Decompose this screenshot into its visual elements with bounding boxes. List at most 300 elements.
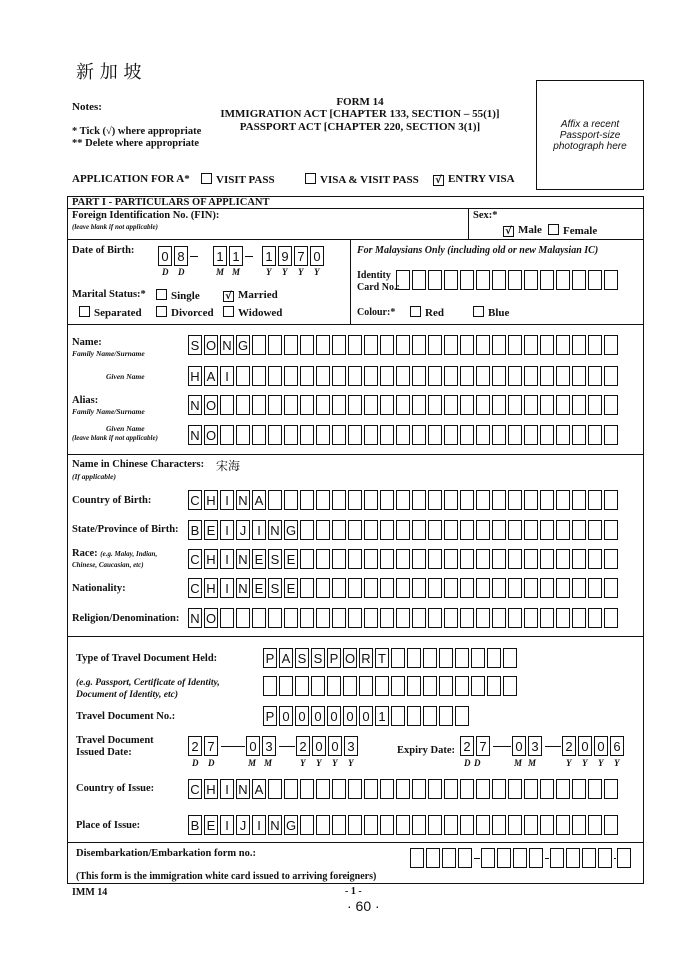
char-cell[interactable]: [332, 335, 346, 355]
checkbox[interactable]: [223, 306, 234, 317]
char-cell[interactable]: [364, 815, 378, 835]
char-cell[interactable]: [556, 490, 570, 510]
char-cell[interactable]: S: [295, 648, 309, 668]
char-cell[interactable]: [476, 578, 490, 598]
char-cell[interactable]: [572, 779, 586, 799]
char-cell[interactable]: [348, 779, 362, 799]
char-cell[interactable]: [300, 779, 314, 799]
char-cell[interactable]: [364, 520, 378, 540]
char-cell[interactable]: A: [279, 648, 293, 668]
char-cell[interactable]: 0: [343, 706, 357, 726]
char-cell[interactable]: [508, 608, 522, 628]
ic-cell[interactable]: [556, 270, 570, 290]
char-cell[interactable]: [487, 676, 501, 696]
char-cell[interactable]: [524, 779, 538, 799]
char-cell[interactable]: [460, 608, 474, 628]
char-cell[interactable]: [439, 676, 453, 696]
char-cell[interactable]: [572, 608, 586, 628]
doc-type-input[interactable]: [263, 648, 519, 668]
marital-divorced[interactable]: [156, 306, 214, 319]
char-cell[interactable]: [428, 815, 442, 835]
char-cell[interactable]: [407, 676, 421, 696]
char-cell[interactable]: [540, 779, 554, 799]
char-cell[interactable]: [364, 608, 378, 628]
char-cell[interactable]: I: [220, 815, 234, 835]
char-cell[interactable]: [348, 490, 362, 510]
char-cell[interactable]: [508, 549, 522, 569]
race-input[interactable]: [188, 549, 620, 569]
char-cell[interactable]: [588, 779, 602, 799]
char-cell[interactable]: [492, 366, 506, 386]
char-cell[interactable]: [556, 779, 570, 799]
char-cell[interactable]: [316, 425, 330, 445]
char-cell[interactable]: [444, 425, 458, 445]
char-cell[interactable]: [428, 779, 442, 799]
ic-cell[interactable]: [604, 270, 618, 290]
char-cell[interactable]: [364, 490, 378, 510]
char-cell[interactable]: [380, 425, 394, 445]
char-cell[interactable]: [316, 395, 330, 415]
char-cell[interactable]: [460, 815, 474, 835]
char-cell[interactable]: [423, 648, 437, 668]
char-cell[interactable]: [380, 366, 394, 386]
date-digit[interactable]: 3: [262, 736, 276, 756]
char-cell[interactable]: [428, 366, 442, 386]
expiry-year[interactable]: [562, 736, 626, 756]
char-cell[interactable]: [617, 848, 631, 868]
char-cell[interactable]: O: [343, 648, 357, 668]
option-visit-pass[interactable]: [201, 173, 275, 186]
char-cell[interactable]: [396, 549, 410, 569]
char-cell[interactable]: [332, 366, 346, 386]
char-cell[interactable]: [572, 520, 586, 540]
char-cell[interactable]: [524, 608, 538, 628]
char-cell[interactable]: [444, 490, 458, 510]
char-cell[interactable]: C: [188, 779, 202, 799]
char-cell[interactable]: [263, 676, 277, 696]
ic-cell[interactable]: [428, 270, 442, 290]
char-cell[interactable]: [524, 549, 538, 569]
char-cell[interactable]: [572, 815, 586, 835]
checkbox[interactable]: [156, 306, 167, 317]
char-cell[interactable]: [524, 520, 538, 540]
char-cell[interactable]: [268, 366, 282, 386]
char-cell[interactable]: [524, 395, 538, 415]
char-cell[interactable]: 0: [295, 706, 309, 726]
dob-year-digit[interactable]: 7: [294, 246, 308, 266]
char-cell[interactable]: [300, 366, 314, 386]
option-visa-visit-pass[interactable]: [305, 173, 419, 186]
char-cell[interactable]: [316, 815, 330, 835]
char-cell[interactable]: [444, 779, 458, 799]
char-cell[interactable]: [460, 366, 474, 386]
char-cell[interactable]: G: [284, 520, 298, 540]
dob-day[interactable]: [158, 246, 190, 266]
char-cell[interactable]: [343, 676, 357, 696]
dob-month[interactable]: [213, 246, 245, 266]
char-cell[interactable]: [332, 425, 346, 445]
checkbox[interactable]: √: [433, 175, 444, 186]
char-cell[interactable]: [348, 425, 362, 445]
char-cell[interactable]: I: [220, 366, 234, 386]
char-cell[interactable]: [300, 490, 314, 510]
char-cell[interactable]: [508, 490, 522, 510]
char-cell[interactable]: B: [188, 520, 202, 540]
char-cell[interactable]: [252, 366, 266, 386]
char-cell[interactable]: [588, 425, 602, 445]
char-cell[interactable]: [566, 848, 580, 868]
char-cell[interactable]: [332, 395, 346, 415]
char-cell[interactable]: [236, 608, 250, 628]
checkbox[interactable]: [548, 224, 559, 235]
disembark-input-1[interactable]: [410, 848, 474, 868]
char-cell[interactable]: [604, 779, 618, 799]
dob-month-digit[interactable]: 1: [229, 246, 243, 266]
char-cell[interactable]: [556, 578, 570, 598]
char-cell[interactable]: [423, 676, 437, 696]
char-cell[interactable]: [476, 335, 490, 355]
char-cell[interactable]: [391, 648, 405, 668]
char-cell[interactable]: [268, 779, 282, 799]
char-cell[interactable]: [348, 366, 362, 386]
char-cell[interactable]: [476, 779, 490, 799]
char-cell[interactable]: [316, 366, 330, 386]
dob-day-digit[interactable]: 0: [158, 246, 172, 266]
char-cell[interactable]: [364, 779, 378, 799]
issued-month[interactable]: [246, 736, 278, 756]
char-cell[interactable]: J: [236, 520, 250, 540]
char-cell[interactable]: [396, 490, 410, 510]
disembark-input-3[interactable]: [550, 848, 614, 868]
date-digit[interactable]: 0: [312, 736, 326, 756]
ic-cell[interactable]: [524, 270, 538, 290]
char-cell[interactable]: I: [220, 520, 234, 540]
date-digit[interactable]: 6: [610, 736, 624, 756]
char-cell[interactable]: [332, 815, 346, 835]
char-cell[interactable]: [380, 520, 394, 540]
char-cell[interactable]: [316, 490, 330, 510]
char-cell[interactable]: [588, 578, 602, 598]
char-cell[interactable]: [556, 395, 570, 415]
char-cell[interactable]: [316, 578, 330, 598]
char-cell[interactable]: [284, 779, 298, 799]
country-birth-input[interactable]: [188, 490, 620, 510]
char-cell[interactable]: [572, 490, 586, 510]
char-cell[interactable]: [550, 848, 564, 868]
ic-cell[interactable]: [476, 270, 490, 290]
issued-day[interactable]: [188, 736, 220, 756]
char-cell[interactable]: [412, 578, 426, 598]
char-cell[interactable]: [540, 549, 554, 569]
char-cell[interactable]: [332, 549, 346, 569]
char-cell[interactable]: [604, 425, 618, 445]
char-cell[interactable]: [540, 395, 554, 415]
option-entry-visa[interactable]: [433, 173, 515, 186]
char-cell[interactable]: [503, 676, 517, 696]
char-cell[interactable]: N: [268, 815, 282, 835]
char-cell[interactable]: [380, 608, 394, 628]
char-cell[interactable]: [492, 549, 506, 569]
char-cell[interactable]: [582, 848, 596, 868]
dob-year-digit[interactable]: 1: [262, 246, 276, 266]
char-cell[interactable]: [407, 648, 421, 668]
char-cell[interactable]: A: [252, 490, 266, 510]
char-cell[interactable]: N: [188, 608, 202, 628]
char-cell[interactable]: [348, 520, 362, 540]
char-cell[interactable]: P: [327, 648, 341, 668]
char-cell[interactable]: [604, 815, 618, 835]
ic-cell[interactable]: [444, 270, 458, 290]
char-cell[interactable]: 0: [327, 706, 341, 726]
dob-year-digit[interactable]: 9: [278, 246, 292, 266]
char-cell[interactable]: [396, 578, 410, 598]
char-cell[interactable]: [444, 335, 458, 355]
checkbox[interactable]: [410, 306, 421, 317]
char-cell[interactable]: [556, 335, 570, 355]
char-cell[interactable]: [364, 578, 378, 598]
char-cell[interactable]: [476, 395, 490, 415]
char-cell[interactable]: [508, 366, 522, 386]
char-cell[interactable]: E: [252, 578, 266, 598]
char-cell[interactable]: [458, 848, 472, 868]
char-cell[interactable]: I: [220, 549, 234, 569]
char-cell[interactable]: S: [311, 648, 325, 668]
char-cell[interactable]: [556, 520, 570, 540]
char-cell[interactable]: [444, 608, 458, 628]
char-cell[interactable]: [513, 848, 527, 868]
char-cell[interactable]: [444, 549, 458, 569]
date-digit[interactable]: 2: [460, 736, 474, 756]
char-cell[interactable]: [588, 608, 602, 628]
marital-separated[interactable]: [79, 306, 142, 319]
char-cell[interactable]: [492, 490, 506, 510]
checkbox[interactable]: √: [503, 226, 514, 237]
char-cell[interactable]: E: [284, 578, 298, 598]
char-cell[interactable]: [428, 549, 442, 569]
char-cell[interactable]: [540, 520, 554, 540]
dob-day-digit[interactable]: 8: [174, 246, 188, 266]
char-cell[interactable]: I: [220, 779, 234, 799]
checkbox[interactable]: [473, 306, 484, 317]
char-cell[interactable]: 0: [279, 706, 293, 726]
char-cell[interactable]: [444, 578, 458, 598]
char-cell[interactable]: [396, 335, 410, 355]
ic-cell[interactable]: [572, 270, 586, 290]
char-cell[interactable]: [588, 366, 602, 386]
char-cell[interactable]: [524, 578, 538, 598]
char-cell[interactable]: [364, 549, 378, 569]
char-cell[interactable]: [300, 395, 314, 415]
date-digit[interactable]: 0: [512, 736, 526, 756]
char-cell[interactable]: [348, 578, 362, 598]
checkbox[interactable]: √: [223, 291, 234, 302]
char-cell[interactable]: [572, 366, 586, 386]
char-cell[interactable]: [391, 676, 405, 696]
char-cell[interactable]: [460, 425, 474, 445]
char-cell[interactable]: 1: [375, 706, 389, 726]
char-cell[interactable]: [396, 366, 410, 386]
char-cell[interactable]: [497, 848, 511, 868]
char-cell[interactable]: [604, 335, 618, 355]
char-cell[interactable]: [540, 490, 554, 510]
char-cell[interactable]: [268, 395, 282, 415]
chinese-name-value[interactable]: 宋海: [216, 459, 241, 473]
ic-cell[interactable]: [460, 270, 474, 290]
char-cell[interactable]: [442, 848, 456, 868]
sex-female[interactable]: [548, 224, 597, 237]
char-cell[interactable]: H: [204, 578, 218, 598]
char-cell[interactable]: [396, 815, 410, 835]
char-cell[interactable]: [604, 608, 618, 628]
char-cell[interactable]: [492, 608, 506, 628]
char-cell[interactable]: [476, 608, 490, 628]
char-cell[interactable]: [439, 706, 453, 726]
char-cell[interactable]: P: [263, 648, 277, 668]
char-cell[interactable]: [268, 425, 282, 445]
char-cell[interactable]: [295, 676, 309, 696]
char-cell[interactable]: O: [204, 395, 218, 415]
char-cell[interactable]: C: [188, 578, 202, 598]
char-cell[interactable]: [503, 648, 517, 668]
char-cell[interactable]: [588, 335, 602, 355]
char-cell[interactable]: [460, 335, 474, 355]
char-cell[interactable]: [284, 608, 298, 628]
doc-type-input-line2[interactable]: [263, 676, 519, 696]
dob-year-digit[interactable]: 0: [310, 246, 324, 266]
char-cell[interactable]: [284, 425, 298, 445]
char-cell[interactable]: [455, 676, 469, 696]
date-digit[interactable]: 2: [562, 736, 576, 756]
char-cell[interactable]: [540, 578, 554, 598]
date-digit[interactable]: 0: [594, 736, 608, 756]
char-cell[interactable]: [412, 490, 426, 510]
char-cell[interactable]: [311, 676, 325, 696]
religion-input[interactable]: [188, 608, 620, 628]
char-cell[interactable]: [316, 520, 330, 540]
colour-red[interactable]: [410, 306, 444, 319]
issued-year[interactable]: [296, 736, 360, 756]
char-cell[interactable]: [492, 578, 506, 598]
char-cell[interactable]: N: [220, 335, 234, 355]
char-cell[interactable]: [220, 395, 234, 415]
char-cell[interactable]: [348, 335, 362, 355]
char-cell[interactable]: S: [268, 549, 282, 569]
date-digit[interactable]: 0: [578, 736, 592, 756]
char-cell[interactable]: [428, 335, 442, 355]
char-cell[interactable]: [332, 779, 346, 799]
ic-cell[interactable]: [396, 270, 410, 290]
char-cell[interactable]: [375, 676, 389, 696]
char-cell[interactable]: N: [236, 578, 250, 598]
date-digit[interactable]: 2: [188, 736, 202, 756]
char-cell[interactable]: [380, 395, 394, 415]
char-cell[interactable]: [455, 648, 469, 668]
given-name-input[interactable]: [188, 366, 620, 386]
char-cell[interactable]: [492, 425, 506, 445]
alias-family-input[interactable]: [188, 395, 620, 415]
char-cell[interactable]: R: [359, 648, 373, 668]
char-cell[interactable]: [284, 395, 298, 415]
char-cell[interactable]: [332, 578, 346, 598]
char-cell[interactable]: [359, 676, 373, 696]
char-cell[interactable]: [396, 779, 410, 799]
char-cell[interactable]: [252, 608, 266, 628]
sex-male[interactable]: [503, 224, 542, 237]
char-cell[interactable]: N: [236, 779, 250, 799]
char-cell[interactable]: [588, 815, 602, 835]
expiry-day[interactable]: [460, 736, 492, 756]
char-cell[interactable]: [444, 520, 458, 540]
char-cell[interactable]: S: [268, 578, 282, 598]
char-cell[interactable]: 0: [359, 706, 373, 726]
char-cell[interactable]: [572, 425, 586, 445]
char-cell[interactable]: [300, 815, 314, 835]
char-cell[interactable]: [572, 335, 586, 355]
alias-given-input[interactable]: [188, 425, 620, 445]
char-cell[interactable]: [508, 520, 522, 540]
char-cell[interactable]: [492, 520, 506, 540]
char-cell[interactable]: [476, 520, 490, 540]
char-cell[interactable]: [300, 425, 314, 445]
char-cell[interactable]: [412, 335, 426, 355]
char-cell[interactable]: [391, 706, 405, 726]
ic-cell[interactable]: [508, 270, 522, 290]
char-cell[interactable]: [444, 366, 458, 386]
char-cell[interactable]: [396, 425, 410, 445]
char-cell[interactable]: [412, 779, 426, 799]
char-cell[interactable]: [428, 395, 442, 415]
char-cell[interactable]: [348, 608, 362, 628]
char-cell[interactable]: [364, 425, 378, 445]
char-cell[interactable]: [316, 608, 330, 628]
char-cell[interactable]: [428, 520, 442, 540]
checkbox[interactable]: [305, 173, 316, 184]
char-cell[interactable]: [444, 815, 458, 835]
colour-blue[interactable]: [473, 306, 509, 319]
char-cell[interactable]: S: [188, 335, 202, 355]
char-cell[interactable]: H: [204, 549, 218, 569]
char-cell[interactable]: [460, 490, 474, 510]
char-cell[interactable]: [476, 549, 490, 569]
checkbox[interactable]: [156, 289, 167, 300]
char-cell[interactable]: [332, 608, 346, 628]
char-cell[interactable]: [364, 366, 378, 386]
char-cell[interactable]: [572, 549, 586, 569]
char-cell[interactable]: [364, 395, 378, 415]
char-cell[interactable]: P: [263, 706, 277, 726]
char-cell[interactable]: [332, 520, 346, 540]
char-cell[interactable]: [492, 335, 506, 355]
char-cell[interactable]: O: [204, 425, 218, 445]
date-digit[interactable]: 7: [476, 736, 490, 756]
char-cell[interactable]: [284, 335, 298, 355]
char-cell[interactable]: [236, 395, 250, 415]
char-cell[interactable]: [439, 648, 453, 668]
char-cell[interactable]: [556, 815, 570, 835]
dob-month-digit[interactable]: 1: [213, 246, 227, 266]
nationality-input[interactable]: [188, 578, 620, 598]
char-cell[interactable]: [412, 366, 426, 386]
ic-cell[interactable]: [412, 270, 426, 290]
char-cell[interactable]: [508, 335, 522, 355]
char-cell[interactable]: G: [284, 815, 298, 835]
char-cell[interactable]: [524, 425, 538, 445]
char-cell[interactable]: E: [204, 520, 218, 540]
char-cell[interactable]: [476, 366, 490, 386]
char-cell[interactable]: [284, 490, 298, 510]
char-cell[interactable]: J: [236, 815, 250, 835]
ic-cell[interactable]: [540, 270, 554, 290]
